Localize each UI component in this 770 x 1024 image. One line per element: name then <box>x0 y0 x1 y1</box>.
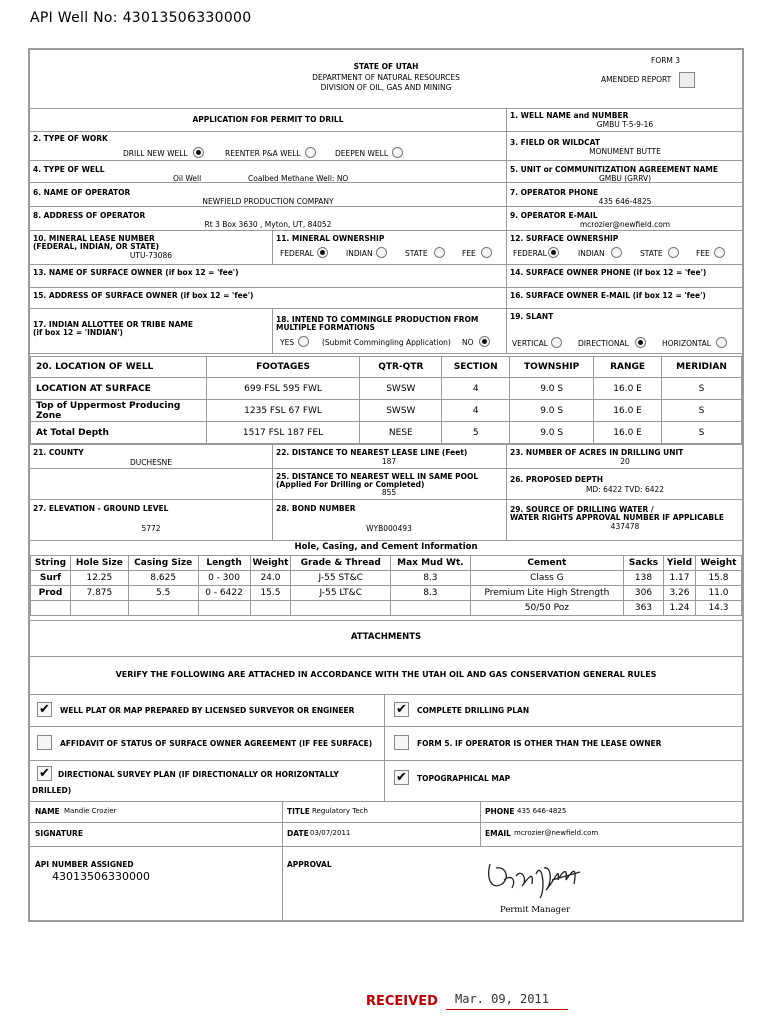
water-rights-label: WATER RIGHTS APPROVAL NUMBER IF APPLICABLE <box>510 513 725 522</box>
indian-allottee-sublabel: (if box 12 = 'INDIAN') <box>33 328 123 337</box>
mineral-indian-radio[interactable] <box>376 247 387 258</box>
operator-address-value: Rt 3 Box 3630 , Myton, UT, 84052 <box>204 220 332 229</box>
drilling-plan-checkbox[interactable] <box>394 702 409 717</box>
casing-header-cement-weight: Weight <box>695 556 741 571</box>
well-name-value: GMBU T-5-9-16 <box>596 120 654 129</box>
directional-survey-label: DIRECTIONAL SURVEY PLAN (IF DIRECTIONALLY OR HORIZONTALLY <box>58 770 339 779</box>
type-of-well-value: Oil Well <box>173 174 202 183</box>
casing-cell: 12.25 <box>70 571 128 586</box>
phone-label: PHONE <box>485 807 515 816</box>
operator-email-value: mcrozier@newfield.com <box>579 220 671 229</box>
range-cell: 16.0 E <box>594 378 662 400</box>
casing-table <box>30 555 742 616</box>
drill-new-well-radio[interactable] <box>193 147 204 158</box>
casing-cell <box>250 601 291 616</box>
check-mark-icon: ✔ <box>396 770 407 785</box>
casing-cell: 7.875 <box>70 586 128 601</box>
mineral-indian-label: INDIAN <box>346 249 373 258</box>
surface-owner-address-label: 15. ADDRESS OF SURFACE OWNER (if box 12 = 'fee') <box>33 291 254 300</box>
received-date: Mar. 09, 2011 <box>455 992 549 1006</box>
unit-agreement-label: 5. UNIT or COMMUNITIZATION AGREEMENT NAME <box>510 165 718 174</box>
commingle-label: 18. INTEND TO COMMINGLE PRODUCTION FROM <box>276 315 479 324</box>
location-table <box>30 356 742 444</box>
water-source-label: 29. SOURCE OF DRILLING WATER / <box>510 505 654 514</box>
slant-vertical-radio[interactable] <box>551 337 562 348</box>
surface-owner-phone-label: 14. SURFACE OWNER PHONE (if box 12 = 'fee') <box>510 268 707 277</box>
commingle-no-radio[interactable] <box>479 336 490 347</box>
table-row <box>31 400 742 422</box>
bond-number-label: 28. BOND NUMBER <box>276 504 356 513</box>
casing-cell <box>128 601 198 616</box>
footages-cell: 699 FSL 595 FWL <box>206 378 360 400</box>
casing-title: Hole, Casing, and Cement Information <box>294 542 478 552</box>
casing-header-length: Length <box>198 556 250 571</box>
qtr-qtr-cell: NESE <box>360 422 442 444</box>
mineral-state-radio[interactable] <box>434 247 445 258</box>
casing-header-hole-size: Hole Size <box>70 556 128 571</box>
name-value: Mandie Crozier <box>64 807 117 815</box>
footages-cell: 1235 FSL 67 FWL <box>206 400 360 422</box>
location-name: Top of Uppermost Producing Zone <box>31 400 207 422</box>
county-label: 21. COUNTY <box>33 448 84 457</box>
casing-cell: J-55 ST&C <box>291 571 391 586</box>
location-name: LOCATION AT SURFACE <box>31 378 207 400</box>
nearest-well-distance-label: 25. DISTANCE TO NEAREST WELL IN SAME POOL <box>276 472 479 481</box>
slant-label: 19. SLANT <box>510 312 554 321</box>
footages-header: FOOTAGES <box>206 357 360 378</box>
mineral-federal-radio[interactable] <box>317 247 328 258</box>
range-cell: 16.0 E <box>594 400 662 422</box>
surface-indian-radio[interactable] <box>611 247 622 258</box>
casing-header-casing-size: Casing Size <box>128 556 198 571</box>
nearest-well-distance-sublabel: (Applied For Drilling or Completed) <box>276 480 425 489</box>
drilling-unit-acres-value: 20 <box>620 457 630 466</box>
permit-form <box>28 48 744 922</box>
email-label: EMAIL <box>485 829 511 838</box>
casing-header-weight: Weight <box>250 556 291 571</box>
surface-owner-name-label: 13. NAME OF SURFACE OWNER (if box 12 = 'fee') <box>33 268 239 277</box>
indian-allottee-label: 17. INDIAN ALLOTTEE OR TRIBE NAME <box>33 320 193 329</box>
casing-cell: Surf <box>31 571 71 586</box>
api-assigned-value: 43013506330000 <box>52 870 150 883</box>
meridian-cell: S <box>662 422 742 444</box>
qtr-qtr-header: QTR-QTR <box>360 357 442 378</box>
commingle-sublabel: MULTIPLE FORMATIONS <box>276 323 375 332</box>
surface-indian-label: INDIAN <box>578 249 605 258</box>
form-number: FORM 3 <box>651 56 681 65</box>
form5-checkbox[interactable] <box>394 735 409 750</box>
casing-header-yield: Yield <box>663 556 695 571</box>
section-header: SECTION <box>442 357 510 378</box>
surface-federal-radio[interactable] <box>548 247 559 258</box>
section-cell: 4 <box>442 378 510 400</box>
proposed-depth-label: 26. PROPOSED DEPTH <box>510 475 604 484</box>
mineral-fee-label: FEE <box>462 249 476 258</box>
meridian-cell: S <box>662 400 742 422</box>
mineral-lease-sublabel: (FEDERAL, INDIAN, OR STATE) <box>33 242 160 251</box>
affidavit-checkbox[interactable] <box>37 735 52 750</box>
casing-cell: Prod <box>31 586 71 601</box>
unit-agreement-value: GMBU (GRRV) <box>598 174 652 183</box>
type-of-well-label: 4. TYPE OF WELL <box>33 165 105 174</box>
casing-header-mud-wt: Max Mud Wt. <box>391 556 471 571</box>
casing-cell <box>198 601 250 616</box>
water-rights-value: 437478 <box>610 522 640 531</box>
directional-survey-label-cont: DRILLED) <box>32 786 72 795</box>
casing-cell: 306 <box>624 586 664 601</box>
casing-cell: 0 - 6422 <box>198 586 250 601</box>
mineral-federal-label: FEDERAL <box>280 249 314 258</box>
title-value: Regulatory Tech <box>312 807 368 815</box>
approval-label: APPROVAL <box>287 860 332 869</box>
directional-survey-checkbox[interactable] <box>37 766 52 781</box>
check-mark-icon: ✔ <box>396 702 407 717</box>
email-value: mcrozier@newfield.com <box>514 829 599 837</box>
casing-cell <box>70 601 128 616</box>
surface-state-label: STATE <box>640 249 663 258</box>
casing-cell: 1.24 <box>663 601 695 616</box>
surface-fee-radio[interactable] <box>714 247 725 258</box>
casing-cell: 0 - 300 <box>198 571 250 586</box>
casing-cell <box>31 601 71 616</box>
deepen-well-radio[interactable] <box>392 147 403 158</box>
drilling-unit-acres-label: 23. NUMBER OF ACRES IN DRILLING UNIT <box>510 448 684 457</box>
casing-cell: Class G <box>470 571 623 586</box>
section-cell: 5 <box>442 422 510 444</box>
location-header: 20. LOCATION OF WELL <box>31 357 207 378</box>
application-title: APPLICATION FOR PERMIT TO DRILL <box>192 115 344 124</box>
reenter-label: REENTER P&A WELL <box>225 149 301 158</box>
casing-cell: 24.0 <box>250 571 291 586</box>
well-plat-checkbox[interactable] <box>37 702 52 717</box>
mineral-state-label: STATE <box>405 249 428 258</box>
field-label: 3. FIELD OR WILDCAT <box>510 138 601 147</box>
check-mark-icon: ✔ <box>39 702 50 717</box>
surface-federal-label: FEDERAL <box>513 249 547 258</box>
commingle-note: (Submit Commingling Application) <box>322 338 451 347</box>
operator-phone-value: 435 646-4825 <box>598 197 652 206</box>
casing-cell: 8.3 <box>391 586 471 601</box>
drill-new-well-label: DRILL NEW WELL <box>123 149 188 158</box>
casing-cell: 50/50 Poz <box>470 601 623 616</box>
table-row <box>31 378 742 400</box>
division-heading: DIVISION OF OIL, GAS AND MINING <box>320 83 452 92</box>
phone-value: 435 646-4825 <box>517 807 567 815</box>
surface-ownership-label: 12. SURFACE OWNERSHIP <box>510 234 619 243</box>
bond-number-value: WYB000493 <box>366 524 412 533</box>
casing-cell: 14.3 <box>695 601 741 616</box>
range-cell: 16.0 E <box>594 422 662 444</box>
location-name: At Total Depth <box>31 422 207 444</box>
township-cell: 9.0 S <box>510 422 594 444</box>
type-of-work-label: 2. TYPE OF WORK <box>33 134 108 143</box>
slant-horizontal-label: HORIZONTAL <box>662 339 711 348</box>
casing-cell: 5.5 <box>128 586 198 601</box>
mineral-ownership-label: 11. MINERAL OWNERSHIP <box>276 234 385 243</box>
well-name-label: 1. WELL NAME and NUMBER <box>510 111 629 120</box>
slant-vertical-label: VERTICAL <box>512 339 548 348</box>
section-cell: 4 <box>442 400 510 422</box>
slant-directional-radio[interactable] <box>635 337 646 348</box>
attachments-title: ATTACHMENTS <box>350 632 422 642</box>
mineral-lease-value: UTU-73086 <box>129 251 173 260</box>
operator-email-label: 9. OPERATOR E-MAIL <box>510 211 598 220</box>
department-heading: DEPARTMENT OF NATURAL RESOURCES <box>312 73 460 82</box>
received-stamp-label: RECEIVED <box>366 994 438 1009</box>
mineral-fee-radio[interactable] <box>481 247 492 258</box>
casing-cell <box>391 601 471 616</box>
county-value: DUCHESNE <box>130 458 172 467</box>
casing-cell: Premium Lite High Strength <box>470 586 623 601</box>
casing-cell: 3.26 <box>663 586 695 601</box>
topographical-map-checkbox[interactable] <box>394 770 409 785</box>
proposed-depth-value: MD: 6422 TVD: 6422 <box>585 485 665 494</box>
received-underline <box>446 1009 568 1010</box>
reenter-radio[interactable] <box>305 147 316 158</box>
attachments-verify-text: VERIFY THE FOLLOWING ARE ATTACHED IN ACCORDANCE WITH THE UTAH OIL AND GAS CONSERVATION GENERAL RULES <box>115 670 657 679</box>
approval-signature-icon <box>482 850 592 906</box>
casing-cell: 15.5 <box>250 586 291 601</box>
qtr-qtr-cell: SWSW <box>360 400 442 422</box>
township-cell: 9.0 S <box>510 378 594 400</box>
topographical-map-label: TOPOGRAPHICAL MAP <box>417 774 511 783</box>
operator-name-value: NEWFIELD PRODUCTION COMPANY <box>202 197 334 206</box>
township-cell: 9.0 S <box>510 400 594 422</box>
operator-name-label: 6. NAME OF OPERATOR <box>33 188 131 197</box>
casing-cell: 8.3 <box>391 571 471 586</box>
footages-cell: 1517 FSL 187 FEL <box>206 422 360 444</box>
lease-line-distance-value: 187 <box>381 457 397 466</box>
affidavit-label: AFFIDAVIT OF STATUS OF SURFACE OWNER AGREEMENT (IF FEE SURFACE) <box>60 739 373 748</box>
casing-header-string: String <box>31 556 71 571</box>
nearest-well-distance-value: 855 <box>381 488 397 497</box>
casing-cell: 15.8 <box>695 571 741 586</box>
table-row <box>31 601 742 616</box>
township-header: TOWNSHIP <box>510 357 594 378</box>
slant-directional-label: DIRECTIONAL <box>578 339 629 348</box>
casing-cell: 138 <box>624 571 664 586</box>
title-label: TITLE <box>287 807 310 816</box>
check-mark-icon: ✔ <box>39 766 50 781</box>
commingle-yes-radio[interactable] <box>298 336 309 347</box>
elevation-value: 5772 <box>141 524 161 533</box>
casing-cell: 11.0 <box>695 586 741 601</box>
surface-owner-email-label: 16. SURFACE OWNER E-MAIL (if box 12 = 'fee') <box>510 291 706 300</box>
elevation-label: 27. ELEVATION - GROUND LEVEL <box>33 504 169 513</box>
table-row <box>31 571 742 586</box>
amended-report-checkbox[interactable] <box>679 72 695 88</box>
mineral-lease-label: 10. MINERAL LEASE NUMBER <box>33 234 155 243</box>
casing-cell: 8.625 <box>128 571 198 586</box>
deepen-well-label: DEEPEN WELL <box>335 149 389 158</box>
operator-phone-label: 7. OPERATOR PHONE <box>510 188 599 197</box>
permit-manager-label: Permit Manager <box>500 905 571 915</box>
drilling-plan-label: COMPLETE DRILLING PLAN <box>417 706 530 715</box>
name-label: NAME <box>35 807 60 816</box>
casing-cell <box>291 601 391 616</box>
slant-horizontal-radio[interactable] <box>716 337 727 348</box>
commingle-yes-label: YES <box>280 338 295 347</box>
casing-cell: 363 <box>624 601 664 616</box>
api-assigned-label: API NUMBER ASSIGNED <box>35 860 134 869</box>
signature-label: SIGNATURE <box>35 829 83 838</box>
surface-fee-label: FEE <box>696 249 710 258</box>
amended-report-label: AMENDED REPORT <box>601 75 672 84</box>
api-well-number-header: API Well No: 43013506330000 <box>30 10 252 26</box>
date-label: DATE <box>287 829 309 838</box>
qtr-qtr-cell: SWSW <box>360 378 442 400</box>
operator-address-label: 8. ADDRESS OF OPERATOR <box>33 211 146 220</box>
range-header: RANGE <box>594 357 662 378</box>
state-heading: STATE OF UTAH <box>353 62 419 71</box>
form5-label: FORM 5. IF OPERATOR IS OTHER THAN THE LEASE OWNER <box>417 739 662 748</box>
surface-state-radio[interactable] <box>668 247 679 258</box>
field-value: MONUMENT BUTTE <box>589 147 661 156</box>
table-row <box>31 586 742 601</box>
meridian-cell: S <box>662 378 742 400</box>
casing-header-sacks: Sacks <box>624 556 664 571</box>
casing-cell: 1.17 <box>663 571 695 586</box>
casing-cell: J-55 LT&C <box>291 586 391 601</box>
table-row <box>31 422 742 444</box>
casing-header-grade: Grade & Thread <box>291 556 391 571</box>
date-value: 03/07/2011 <box>310 829 351 837</box>
lease-line-distance-label: 22. DISTANCE TO NEAREST LEASE LINE (Feet) <box>276 448 468 457</box>
casing-header-cement: Cement <box>470 556 623 571</box>
coalbed-methane-value: Coalbed Methane Well: NO <box>248 174 349 183</box>
commingle-no-label: NO <box>462 338 474 347</box>
well-plat-label: WELL PLAT OR MAP PREPARED BY LICENSED SURVEYOR OR ENGINEER <box>60 706 355 715</box>
meridian-header: MERIDIAN <box>662 357 742 378</box>
